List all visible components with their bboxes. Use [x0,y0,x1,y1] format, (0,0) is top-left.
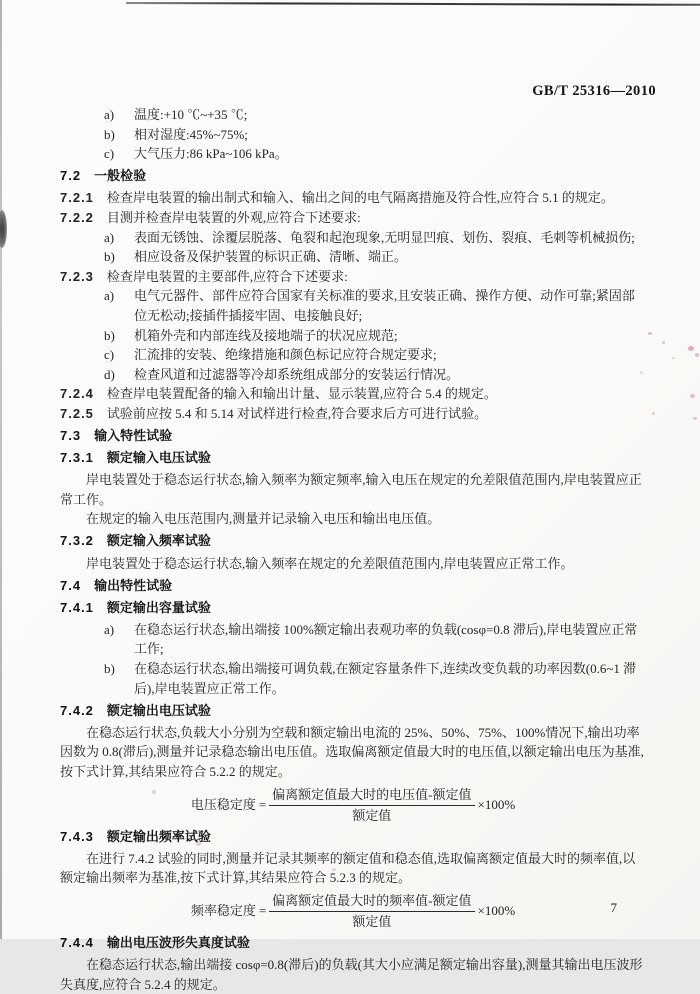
subsection-heading [60,531,646,551]
section-title: 输入特性试验 [94,428,173,443]
list-marker: b) [104,126,115,142]
list-marker: b) [104,327,115,343]
clause-number: 7.2.3 [60,268,94,284]
list-marker: a) [104,229,115,245]
list-text: 检查风道和过滤器等冷却系统组成部分的安装运行情况。 [134,366,460,382]
list-item [60,659,646,698]
list-text: 在稳态运行状态,输出端接可调负载,在额定容量条件下,连续改变负载的功率因数(0.6~1 滞后),岸电装置应正常工作。 [134,661,637,696]
fraction-denominator: 额定值 [352,913,392,929]
scan-speck [690,394,695,398]
formula-multiplier: ×100% [477,797,516,813]
document-body [60,105,646,994]
list-item [60,105,646,125]
list-item [60,345,646,365]
clause-text: 检查岸电装置的主要部件,应符合下述要求: [106,268,348,284]
list-marker: d) [104,366,115,382]
list-item [60,620,646,659]
numbered-clause [60,384,646,404]
section-heading [60,166,646,186]
subsection-heading [60,827,646,847]
numbered-clause [60,267,646,287]
formula-label: 电压稳定度 [190,797,256,813]
clause-number: 7.2.4 [60,386,94,402]
list-item [60,365,646,385]
body-paragraph: 岸电装置处于稳态运行状态,输入频率在规定的允差限值范围内,岸电装置应正常工作。 [86,555,574,571]
section-title: 一般检验 [94,168,147,184]
numbered-clause [60,208,646,228]
fraction-numerator: 偏离额定值最大时的频率值-额定值 [269,893,474,912]
list-marker: c) [104,347,115,363]
list-item [60,326,646,346]
list-text: 汇流排的安装、绝缘措施和颜色标记应符合规定要求; [134,347,437,363]
list-item [60,144,646,164]
body-paragraph: 在稳态运行状态,输出端接 cosφ=0.8(滞后)的负载(其大小应满足额定输出容量),测量其输出电压波形失真度,应符合 5.2.4 的规定。 [60,956,643,992]
section-number: 7.4.1 [60,599,94,615]
list-item [60,247,646,267]
section-number: 7.3 [60,428,82,443]
numbered-clause [60,188,646,208]
fraction-denominator: 额定值 [352,807,392,823]
list-marker: a) [104,621,115,637]
section-title: 额定输入频率试验 [106,533,211,549]
list-text: 相应设备及保护装置的标识正确、清晰、端正。 [134,249,408,265]
scan-speck [662,341,665,344]
list-marker: b) [104,249,115,265]
clause-number: 7.2.2 [60,209,94,225]
formula-label: 频率稳定度 [190,903,256,919]
section-title: 额定输出频率试验 [106,828,211,844]
list-item [60,286,646,325]
clause-text: 检查岸电装置的输出制式和输入、输出之间的电气隔离措施及符合性,应符合 5.1 的规定。 [106,190,614,206]
scan-edge-left [0,0,2,939]
list-marker: a) [104,107,115,122]
list-text: 机箱外壳和内部连线及接地端子的状况应规范; [134,327,398,343]
list-item [60,228,646,248]
subsection-heading [60,448,646,468]
list-marker: b) [104,661,115,677]
list-text: 温度:+10 ℃~+35 ℃; [134,107,248,122]
list-text: 在稳态运行状态,输出端接 100%额定输出表观功率的负载(cosφ=0.8 滞后),岸电装置应正常工作; [134,621,638,657]
scan-speck [648,332,652,335]
clause-text: 试验前应按 5.4 和 5.14 对试样进行检查,符合要求后方可进行试验。 [106,405,488,421]
list-text: 相对湿度:45%~75%; [134,126,248,142]
body-paragraph: 岸电装置处于稳态运行状态,输入频率为额定频率,输入电压在规定的允差限值范围内,岸电装置应正常工作。 [60,472,642,507]
section-heading [60,426,646,446]
standard-number-header: GB/T 25316—2010 [532,83,656,99]
section-number: 7.4.3 [60,828,94,844]
section-number: 7.3.1 [60,450,94,466]
clause-number: 7.2.5 [60,405,94,421]
section-number: 7.4.2 [60,702,94,718]
section-number: 7.4 [60,577,82,593]
section-heading [60,576,646,596]
scan-speck [688,346,694,351]
body-paragraph: 在稳态运行状态,负载大小分别为空载和额定输出电流的 25%、50%、75%、100%情况下,输出功率因数为 0.8(滞后),测量并记录稳态输出电压值。选取偏离额定值最大时的电压值,以额定输出电压为基准,按下式计算,其结果应符合 5.2.2 的规定。 [60,724,644,779]
section-number: 7.3.2 [60,533,94,549]
scan-smudge [0,210,7,248]
clause-text: 目测并检查岸电装置的外观,应符合下述要求: [106,209,361,225]
list-text: 表面无锈蚀、涂覆层脱落、龟裂和起泡现象,无明显凹痕、划伤、裂痕、毛刺等机械损伤; [134,229,635,245]
section-title: 额定输出电压试验 [106,702,211,718]
equals-sign: = [258,903,267,919]
section-number: 7.4.4 [60,934,94,950]
numbered-clause [60,404,646,424]
subsection-heading [60,933,646,953]
scan-speck [693,417,697,420]
clause-text: 检查岸电装置配备的输入和输出计量、显示装置,应符合 5.4 的规定。 [106,386,497,402]
formula-multiplier: ×100% [477,903,516,919]
fraction-numerator: 偏离额定值最大时的电压值-额定值 [269,787,474,806]
list-text: 大气压力:86 kPa~106 kPa。 [134,146,288,162]
section-title: 额定输入电压试验 [106,450,211,466]
scan-speck [695,353,699,357]
subsection-heading [60,701,646,721]
scan-edge-top [126,2,700,6]
body-paragraph: 在规定的输入电压范围内,测量并记录输入电压和输出电压值。 [86,511,441,527]
scan-speck [672,357,675,359]
section-title: 输出电压波形失真度试验 [106,934,250,950]
frequency-stability-formula [60,893,646,930]
list-marker: a) [104,288,115,304]
scan-speck [652,412,655,415]
clause-number: 7.2.1 [60,190,94,206]
page-number: 7 [610,900,617,915]
fraction [269,893,474,930]
list-marker: c) [104,146,115,162]
subsection-heading [60,598,646,618]
section-title: 额定输出容量试验 [106,599,211,615]
equals-sign: = [258,797,267,813]
list-item [60,125,646,145]
section-title: 输出特性试验 [94,577,173,593]
section-number: 7.2 [60,168,82,184]
list-text: 电气元器件、部件应符合国家有关标准的要求,且安装正确、操作方便、动作可靠;紧固部位无松动;接插件插接牢固、电接触良好; [134,288,635,323]
voltage-stability-formula [60,787,646,824]
body-paragraph: 在进行 7.4.2 试验的同时,测量并记录其频率的额定值和稳态值,选取偏离额定值最大时的频率值,以额定输出频率为基准,按下式计算,其结果应符合 5.2.3 的规定。 [60,850,636,886]
fraction [269,787,474,824]
